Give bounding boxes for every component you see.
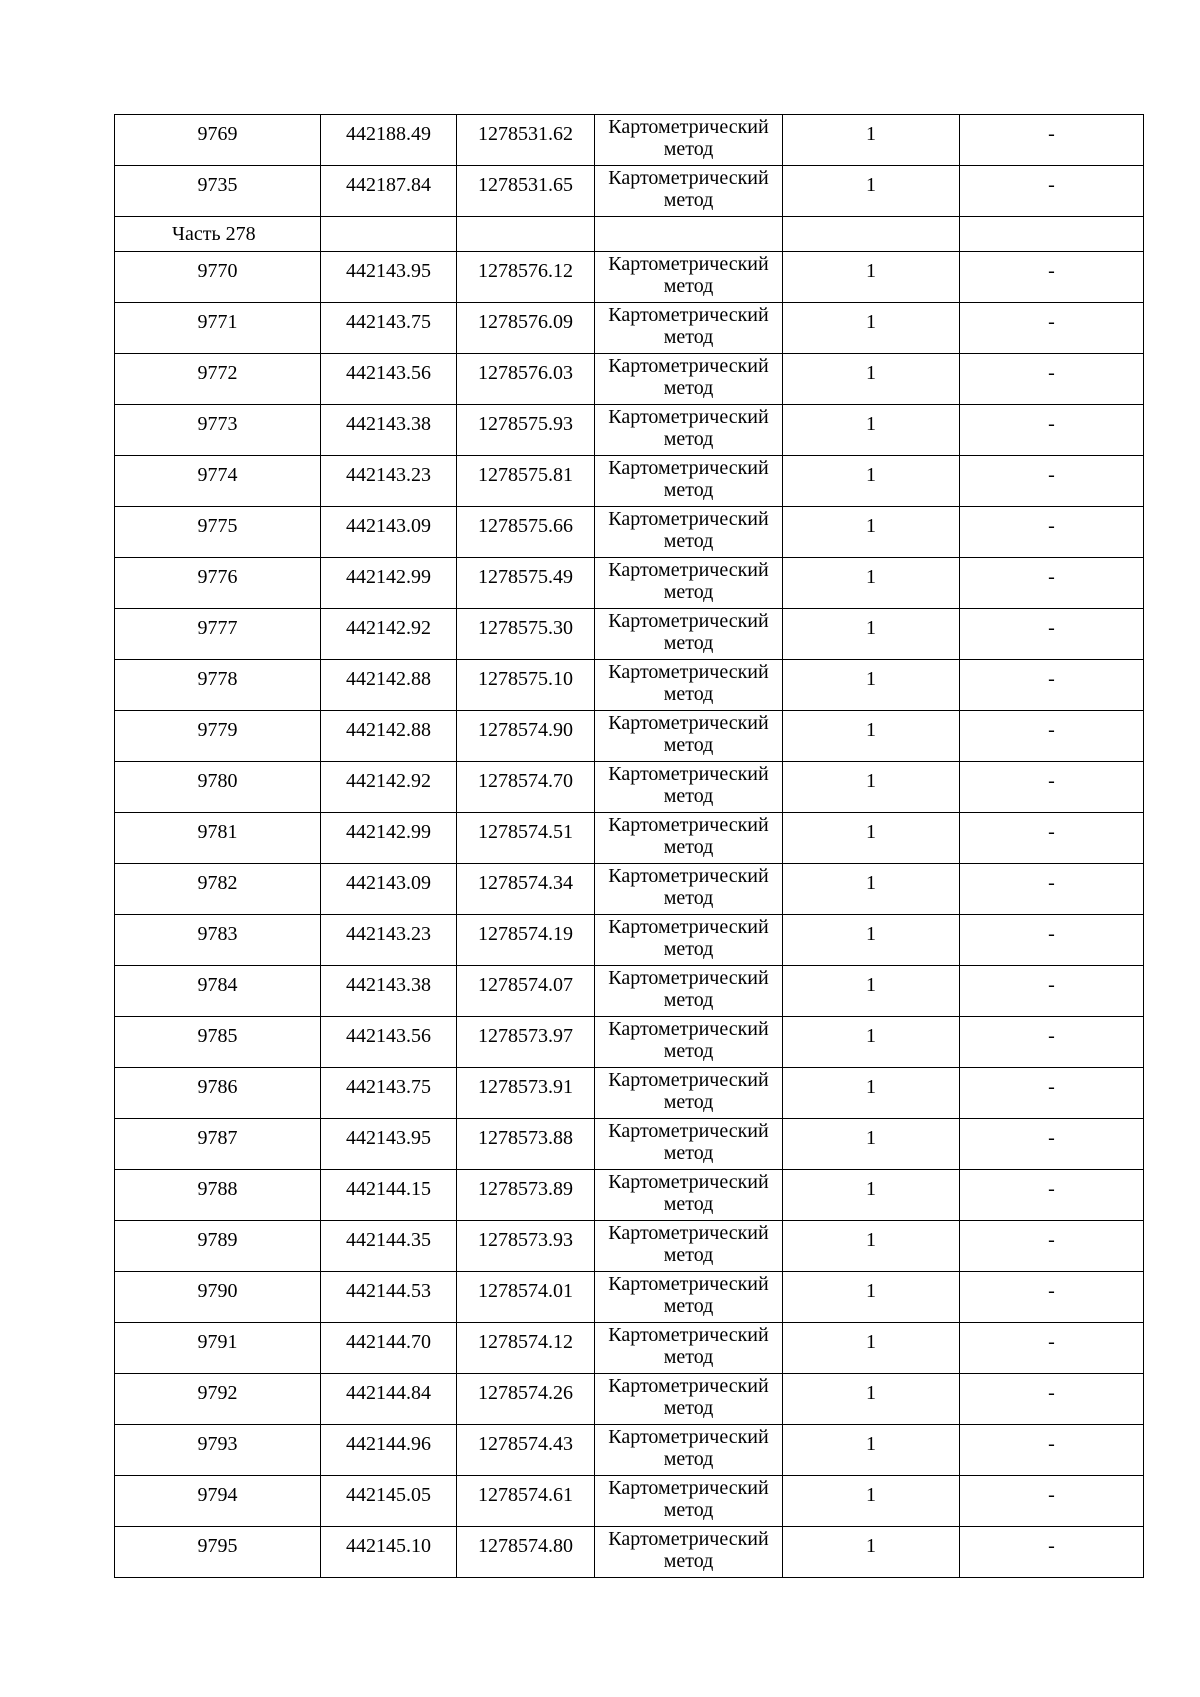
table-row — [115, 1476, 1144, 1527]
coordinate-x-cell: 442144.15 — [321, 1170, 457, 1221]
coordinate-x-cell: 442187.84 — [321, 166, 457, 217]
point-number-cell: 9791 — [115, 1323, 321, 1374]
accuracy-cell: 1 — [783, 915, 960, 966]
point-number-cell: 9787 — [115, 1119, 321, 1170]
method-cell: Картометрический метод — [595, 115, 783, 166]
coordinate-y-cell: 1278575.81 — [457, 456, 595, 507]
accuracy-cell: 1 — [783, 711, 960, 762]
coordinate-x-cell: 442143.56 — [321, 354, 457, 405]
table-row — [115, 405, 1144, 456]
accuracy-cell: 1 — [783, 1374, 960, 1425]
accuracy-cell: 1 — [783, 1068, 960, 1119]
description-cell: - — [960, 1323, 1144, 1374]
empty-cell — [457, 217, 595, 252]
table-row — [115, 1068, 1144, 1119]
coordinate-y-cell: 1278574.51 — [457, 813, 595, 864]
accuracy-cell: 1 — [783, 405, 960, 456]
section-label: Часть 278 — [115, 217, 321, 252]
description-cell: - — [960, 303, 1144, 354]
table-row — [115, 1272, 1144, 1323]
accuracy-cell: 1 — [783, 166, 960, 217]
description-cell: - — [960, 558, 1144, 609]
point-number-cell: 9771 — [115, 303, 321, 354]
method-cell: Картометрический метод — [595, 1323, 783, 1374]
accuracy-cell: 1 — [783, 762, 960, 813]
accuracy-cell: 1 — [783, 456, 960, 507]
table-row — [115, 115, 1144, 166]
table-row — [115, 1374, 1144, 1425]
description-cell: - — [960, 507, 1144, 558]
coordinate-y-cell: 1278574.90 — [457, 711, 595, 762]
method-cell: Картометрический метод — [595, 609, 783, 660]
coordinate-x-cell: 442143.56 — [321, 1017, 457, 1068]
coordinate-y-cell: 1278574.34 — [457, 864, 595, 915]
coordinate-x-cell: 442143.23 — [321, 456, 457, 507]
description-cell: - — [960, 813, 1144, 864]
empty-cell — [595, 217, 783, 252]
empty-cell — [960, 217, 1144, 252]
accuracy-cell: 1 — [783, 1119, 960, 1170]
table-row — [115, 1323, 1144, 1374]
table-row — [115, 1017, 1144, 1068]
table-row — [115, 1527, 1144, 1578]
point-number-cell: 9790 — [115, 1272, 321, 1323]
description-cell: - — [960, 711, 1144, 762]
description-cell: - — [960, 1119, 1144, 1170]
point-number-cell: 9774 — [115, 456, 321, 507]
description-cell: - — [960, 660, 1144, 711]
point-number-cell: 9782 — [115, 864, 321, 915]
method-cell: Картометрический метод — [595, 966, 783, 1017]
description-cell: - — [960, 1068, 1144, 1119]
point-number-cell: 9780 — [115, 762, 321, 813]
coordinate-x-cell: 442143.09 — [321, 507, 457, 558]
accuracy-cell: 1 — [783, 1017, 960, 1068]
accuracy-cell: 1 — [783, 354, 960, 405]
coordinate-x-cell: 442142.92 — [321, 762, 457, 813]
method-cell: Картометрический метод — [595, 813, 783, 864]
method-cell: Картометрический метод — [595, 864, 783, 915]
coordinate-x-cell: 442142.88 — [321, 711, 457, 762]
coordinate-x-cell: 442144.84 — [321, 1374, 457, 1425]
point-number-cell: 9785 — [115, 1017, 321, 1068]
method-cell: Картометрический метод — [595, 354, 783, 405]
description-cell: - — [960, 252, 1144, 303]
method-cell: Картометрический метод — [595, 1476, 783, 1527]
point-number-cell: 9769 — [115, 115, 321, 166]
method-cell: Картометрический метод — [595, 1527, 783, 1578]
coordinate-x-cell: 442142.88 — [321, 660, 457, 711]
table-row — [115, 711, 1144, 762]
method-cell: Картометрический метод — [595, 456, 783, 507]
point-number-cell: 9788 — [115, 1170, 321, 1221]
table-row — [115, 354, 1144, 405]
method-cell: Картометрический метод — [595, 166, 783, 217]
coordinate-y-cell: 1278576.09 — [457, 303, 595, 354]
description-cell: - — [960, 864, 1144, 915]
coordinate-y-cell: 1278573.97 — [457, 1017, 595, 1068]
table-row — [115, 303, 1144, 354]
section-row — [115, 217, 1144, 252]
coordinates-table-body — [115, 115, 1144, 1578]
description-cell: - — [960, 354, 1144, 405]
coordinate-x-cell: 442143.95 — [321, 1119, 457, 1170]
method-cell: Картометрический метод — [595, 1221, 783, 1272]
method-cell: Картометрический метод — [595, 1272, 783, 1323]
coordinate-y-cell: 1278574.01 — [457, 1272, 595, 1323]
coordinate-y-cell: 1278573.91 — [457, 1068, 595, 1119]
point-number-cell: 9792 — [115, 1374, 321, 1425]
coordinate-x-cell: 442143.23 — [321, 915, 457, 966]
coordinate-x-cell: 442144.53 — [321, 1272, 457, 1323]
method-cell: Картометрический метод — [595, 1068, 783, 1119]
method-cell: Картометрический метод — [595, 711, 783, 762]
coordinate-y-cell: 1278575.49 — [457, 558, 595, 609]
coordinate-y-cell: 1278574.12 — [457, 1323, 595, 1374]
empty-cell — [321, 217, 457, 252]
method-cell: Картометрический метод — [595, 1119, 783, 1170]
method-cell: Картометрический метод — [595, 558, 783, 609]
coordinate-y-cell: 1278531.62 — [457, 115, 595, 166]
point-number-cell: 9775 — [115, 507, 321, 558]
table-row — [115, 456, 1144, 507]
coordinate-x-cell: 442143.38 — [321, 966, 457, 1017]
point-number-cell: 9772 — [115, 354, 321, 405]
coordinate-x-cell: 442144.70 — [321, 1323, 457, 1374]
table-row — [115, 813, 1144, 864]
coordinate-x-cell: 442145.05 — [321, 1476, 457, 1527]
coordinate-x-cell: 442142.92 — [321, 609, 457, 660]
method-cell: Картометрический метод — [595, 762, 783, 813]
coordinate-y-cell: 1278576.03 — [457, 354, 595, 405]
accuracy-cell: 1 — [783, 1170, 960, 1221]
method-cell: Картометрический метод — [595, 915, 783, 966]
description-cell: - — [960, 1221, 1144, 1272]
accuracy-cell: 1 — [783, 1221, 960, 1272]
table-row — [115, 558, 1144, 609]
coordinate-y-cell: 1278574.80 — [457, 1527, 595, 1578]
coordinate-y-cell: 1278573.88 — [457, 1119, 595, 1170]
accuracy-cell: 1 — [783, 864, 960, 915]
method-cell: Картометрический метод — [595, 1170, 783, 1221]
accuracy-cell: 1 — [783, 1425, 960, 1476]
accuracy-cell: 1 — [783, 1527, 960, 1578]
accuracy-cell: 1 — [783, 115, 960, 166]
method-cell: Картометрический метод — [595, 405, 783, 456]
accuracy-cell: 1 — [783, 660, 960, 711]
method-cell: Картометрический метод — [595, 1017, 783, 1068]
point-number-cell: 9781 — [115, 813, 321, 864]
description-cell: - — [960, 1476, 1144, 1527]
coordinate-y-cell: 1278574.26 — [457, 1374, 595, 1425]
table-row — [115, 660, 1144, 711]
empty-cell — [783, 217, 960, 252]
description-cell: - — [960, 1170, 1144, 1221]
description-cell: - — [960, 166, 1144, 217]
point-number-cell: 9794 — [115, 1476, 321, 1527]
table-row — [115, 864, 1144, 915]
method-cell: Картометрический метод — [595, 507, 783, 558]
accuracy-cell: 1 — [783, 558, 960, 609]
table-row — [115, 1425, 1144, 1476]
description-cell: - — [960, 966, 1144, 1017]
description-cell: - — [960, 115, 1144, 166]
accuracy-cell: 1 — [783, 966, 960, 1017]
accuracy-cell: 1 — [783, 252, 960, 303]
accuracy-cell: 1 — [783, 1476, 960, 1527]
coordinate-y-cell: 1278575.30 — [457, 609, 595, 660]
coordinate-y-cell: 1278574.07 — [457, 966, 595, 1017]
table-row — [115, 1119, 1144, 1170]
point-number-cell: 9783 — [115, 915, 321, 966]
point-number-cell: 9789 — [115, 1221, 321, 1272]
table-row — [115, 166, 1144, 217]
coordinate-x-cell: 442144.35 — [321, 1221, 457, 1272]
point-number-cell: 9777 — [115, 609, 321, 660]
coordinate-y-cell: 1278574.43 — [457, 1425, 595, 1476]
coordinate-x-cell: 442145.10 — [321, 1527, 457, 1578]
point-number-cell: 9795 — [115, 1527, 321, 1578]
accuracy-cell: 1 — [783, 609, 960, 660]
accuracy-cell: 1 — [783, 507, 960, 558]
coordinate-y-cell: 1278574.19 — [457, 915, 595, 966]
accuracy-cell: 1 — [783, 1323, 960, 1374]
point-number-cell: 9793 — [115, 1425, 321, 1476]
coordinate-x-cell: 442143.09 — [321, 864, 457, 915]
description-cell: - — [960, 1527, 1144, 1578]
coordinate-x-cell: 442188.49 — [321, 115, 457, 166]
coordinate-y-cell: 1278574.70 — [457, 762, 595, 813]
table-row — [115, 609, 1144, 660]
coordinate-y-cell: 1278576.12 — [457, 252, 595, 303]
description-cell: - — [960, 609, 1144, 660]
point-number-cell: 9735 — [115, 166, 321, 217]
point-number-cell: 9778 — [115, 660, 321, 711]
description-cell: - — [960, 405, 1144, 456]
coordinate-x-cell: 442143.75 — [321, 1068, 457, 1119]
description-cell: - — [960, 456, 1144, 507]
coordinate-y-cell: 1278575.10 — [457, 660, 595, 711]
coordinate-x-cell: 442142.99 — [321, 558, 457, 609]
coordinate-y-cell: 1278574.61 — [457, 1476, 595, 1527]
table-row — [115, 762, 1144, 813]
description-cell: - — [960, 1017, 1144, 1068]
coordinate-y-cell: 1278575.93 — [457, 405, 595, 456]
description-cell: - — [960, 1272, 1144, 1323]
description-cell: - — [960, 762, 1144, 813]
coordinate-y-cell: 1278575.66 — [457, 507, 595, 558]
coordinate-y-cell: 1278573.89 — [457, 1170, 595, 1221]
coordinate-y-cell: 1278531.65 — [457, 166, 595, 217]
coordinate-x-cell: 442143.95 — [321, 252, 457, 303]
point-number-cell: 9784 — [115, 966, 321, 1017]
point-number-cell: 9786 — [115, 1068, 321, 1119]
table-row — [115, 252, 1144, 303]
point-number-cell: 9779 — [115, 711, 321, 762]
point-number-cell: 9773 — [115, 405, 321, 456]
accuracy-cell: 1 — [783, 303, 960, 354]
table-row — [115, 1221, 1144, 1272]
table-row — [115, 507, 1144, 558]
coordinate-x-cell: 442144.96 — [321, 1425, 457, 1476]
coordinates-table — [114, 114, 1144, 1578]
method-cell: Картометрический метод — [595, 303, 783, 354]
accuracy-cell: 1 — [783, 1272, 960, 1323]
method-cell: Картометрический метод — [595, 1374, 783, 1425]
table-row — [115, 915, 1144, 966]
accuracy-cell: 1 — [783, 813, 960, 864]
coordinate-y-cell: 1278573.93 — [457, 1221, 595, 1272]
table-row — [115, 1170, 1144, 1221]
coordinate-x-cell: 442142.99 — [321, 813, 457, 864]
method-cell: Картометрический метод — [595, 1425, 783, 1476]
description-cell: - — [960, 915, 1144, 966]
table-row — [115, 966, 1144, 1017]
coordinate-x-cell: 442143.75 — [321, 303, 457, 354]
description-cell: - — [960, 1425, 1144, 1476]
method-cell: Картометрический метод — [595, 660, 783, 711]
description-cell: - — [960, 1374, 1144, 1425]
point-number-cell: 9776 — [115, 558, 321, 609]
coordinate-x-cell: 442143.38 — [321, 405, 457, 456]
method-cell: Картометрический метод — [595, 252, 783, 303]
point-number-cell: 9770 — [115, 252, 321, 303]
